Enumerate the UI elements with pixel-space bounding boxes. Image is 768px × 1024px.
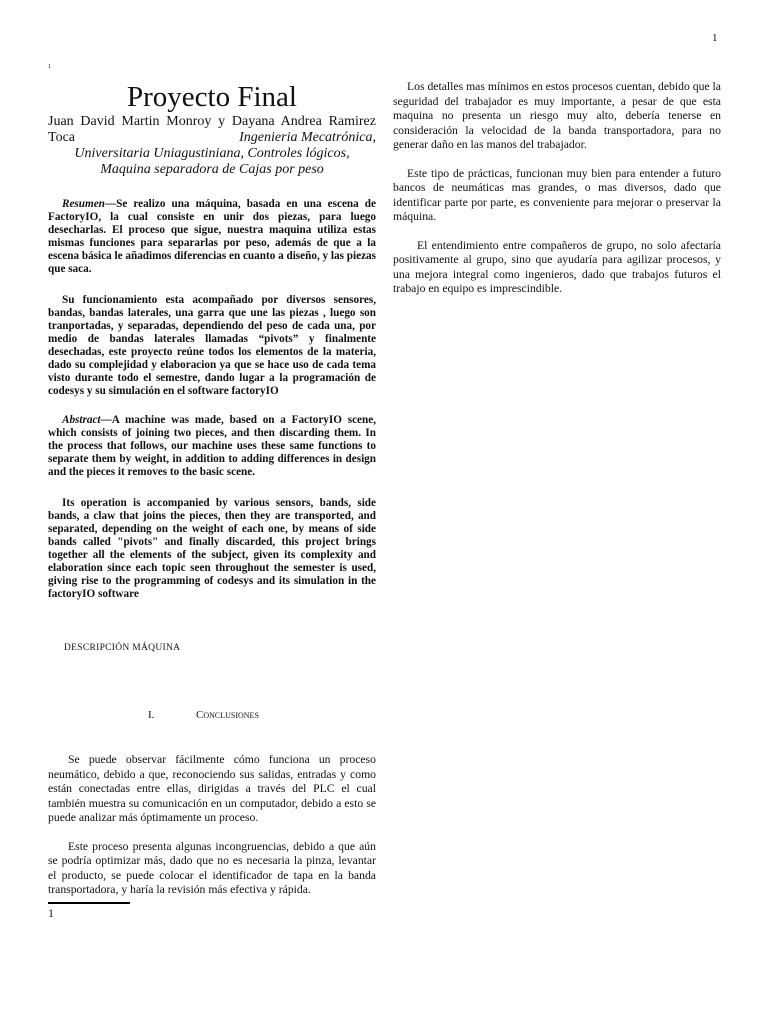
corner-footnote-mark: 1: [48, 64, 51, 70]
right-paragraph-3: El entendimiento entre compañeros de grupo, no solo afectaría positivamente al grupo, sino que ayudaría para agilizar procesos, y una mejora integral como ingenieros, dado que trabajos futuros el trabajo en equipo es imprescindible.: [393, 238, 721, 295]
right-column: [393, 80, 721, 297]
resumen-paragraph: [48, 198, 376, 276]
affiliation-line-3: Maquina separadora de Cajas por peso: [100, 162, 324, 177]
authors-line-2: [48, 130, 376, 146]
funcionamiento-paragraph: Su funcionamiento esta acompañado por diversos sensores, bandas, bandas laterales, una garra que une las piezas , luego son tranportadas, y separadas, dependiendo del peso de cada una, por medio de bandas laterales llamadas “pivots” y finalmente desechadas, este proyecto reúne todos los elementos de la materia, dado su complejidad y elaboracion ya que se hace uso de cada tema visto durante todo el semestre, dando lugar a la programación de codesys y su simulación en el software factoryIO: [48, 294, 376, 397]
right-paragraph-2: Este tipo de prácticas, funcionan muy bien para entender a futuro bancos de neumáticas mas grandes, o mas diversos, dado que identificar parte por parte, es conveniente para mejorar o preservar la máquina.: [393, 166, 721, 223]
footnote-rule: [48, 902, 130, 904]
conclusion-paragraph-2: Este proceso presenta algunas incongruencias, debido a que aún se podría optimizar más, dado que no es necesaria la pinza, levantar el producto, se puede colocar el identificador de tapa en la banda transportadora, y haría la revisión más efectiva y rápida.: [48, 839, 376, 896]
affiliation-line-2: Universitaria Uniagustiniana, Controles lógicos,: [74, 146, 350, 161]
resumen-text: —Se realizo una máquina, basada en una escena de FactoryIO, la cual consiste en unir dos piezas, para luego desecharlas. El proceso que sigue, nuestra maquina utiliza estas mismas funciones para separarlas por peso, además de que a la escena básica le añadimos diferencias en cuanto a diseño, y las piezas que saca.: [48, 198, 376, 275]
abstract-lead: Abstract: [62, 414, 101, 426]
affiliation-program: Ingenieria Mecatrónica,: [239, 130, 376, 145]
paper-title: Proyecto Final: [127, 81, 297, 113]
left-column: [48, 80, 376, 898]
conclusiones-heading: [48, 709, 376, 721]
right-paragraph-1: Los detalles mas mínimos en estos procesos cuentan, debido que la seguridad del trabajador es muy importante, a pesar de que esta maquina no presenta un riesgo muy alto, debería tenerse en consideración la velocidad de la banda transportadora, para no generar daño en las manos del trabajador.: [393, 80, 721, 151]
conclusion-paragraph-1: Se puede observar fácilmente cómo funciona un proceso neumático, debido a que, reconociendo sus salidas, entradas y como están conectadas entre ellas, dirigidas a través del PLC el cual también muestra su comunicación en un computador, debido a esto se puede analizar más óptimamente un proceso.: [48, 753, 376, 824]
footnote-number: 1: [48, 906, 54, 920]
authors-line-1: Juan David Martin Monroy y Dayana Andrea Ramirez: [48, 114, 376, 129]
descripcion-heading: DESCRIPCIÓN MÁQUINA: [64, 643, 181, 653]
conclusiones-title: Conclusiones: [196, 709, 259, 721]
resumen-lead: Resumen: [62, 198, 105, 210]
operation-paragraph: Its operation is accompanied by various sensors, bands, side bands, a claw that joins the pieces, then they are transported, and separated, depending on the weight of each one, by means of side bands called "pivots" and finally discarded, this project brings together all the elements of the subject, given its complexity and elaboration since each topic seen throughout the semester is used, giving rise to the programming of codesys and its simulation in the factoryIO software: [48, 497, 376, 600]
page-number: 1: [712, 32, 718, 44]
author-surname: Toca: [48, 130, 76, 145]
abstract-paragraph: [48, 414, 376, 479]
abstract-text: —A machine was made, based on a FactoryIO scene, which consists of joining two pieces, and then discarding them. In the process that follows, our machine uses these same functions to separate them by weight, in addition to adding differences in design and the pieces it removes to the basic scene.: [48, 414, 376, 478]
conclusiones-number: I.: [148, 709, 155, 721]
